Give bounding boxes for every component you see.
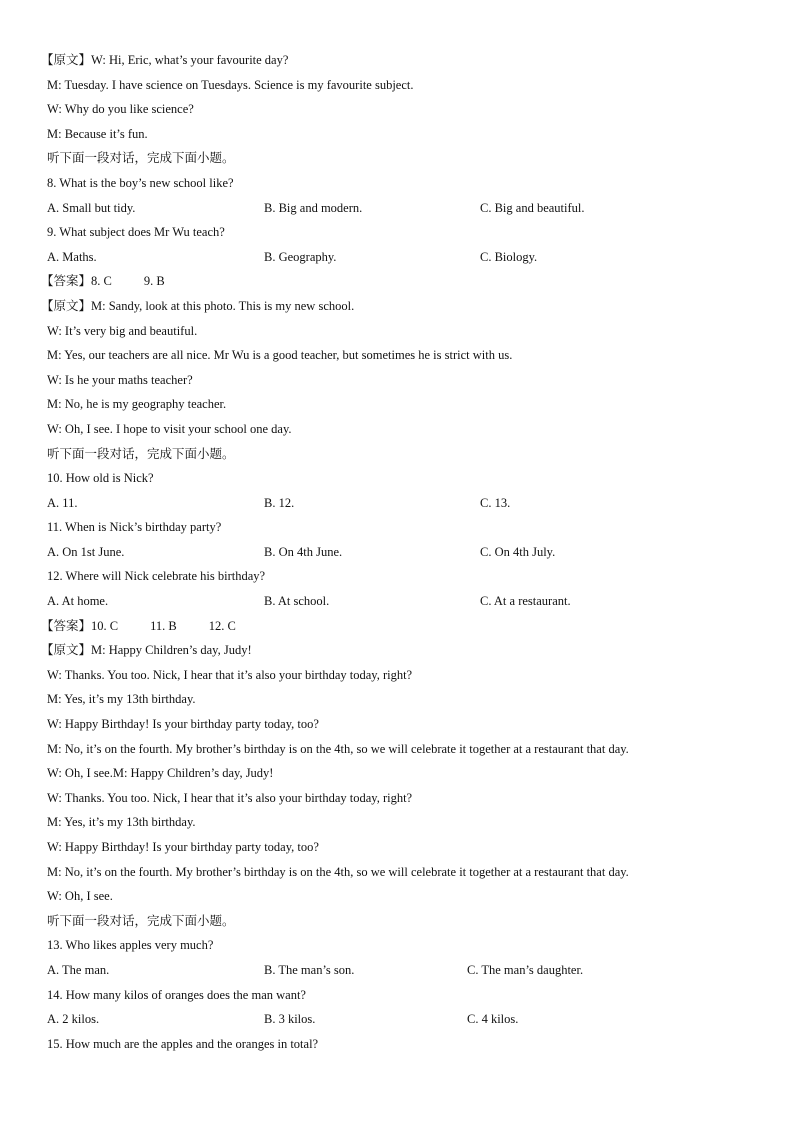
- options-row: [47, 589, 747, 614]
- option-b: B. 3 kilos.: [264, 1012, 316, 1027]
- transcript-line: M: Yes, it’s my 13th birthday.: [47, 815, 196, 830]
- question-10: 10. How old is Nick?: [47, 471, 154, 486]
- option-a: A. Small but tidy.: [47, 200, 136, 215]
- options-row: [47, 196, 747, 221]
- option-a: A. At home.: [47, 594, 109, 609]
- option-c: C. 13.: [480, 495, 511, 510]
- transcript-tag: 【原文】: [41, 642, 92, 658]
- transcript-line: M: Tuesday. I have science on Tuesdays. Science is my favourite subject.: [47, 77, 414, 92]
- transcript-line: W: Oh, I see. I hope to visit your school one day.: [47, 421, 292, 436]
- option-c: C. Biology.: [480, 249, 538, 264]
- option-a: A. On 1st June.: [47, 544, 125, 559]
- transcript-line: W: It’s very big and beautiful.: [47, 323, 198, 338]
- answer-line: 【答案】8. C 9. B: [41, 273, 165, 289]
- option-a: A. Maths.: [47, 249, 97, 264]
- option-b: B. Big and modern.: [264, 200, 363, 215]
- transcript-line: M: No, he is my geography teacher.: [47, 397, 227, 412]
- options-row: [47, 245, 747, 270]
- answer-tag: 【答案】: [41, 617, 92, 633]
- options-row: [47, 540, 747, 565]
- option-c: C. Big and beautiful.: [480, 200, 585, 215]
- transcript-line: M: Because it’s fun.: [47, 126, 148, 141]
- transcript-line: M: Yes, our teachers are all nice. Mr Wu is a good teacher, but sometimes he is strict with us.: [47, 348, 513, 363]
- option-b: B. At school.: [264, 594, 330, 609]
- transcript-line: 【原文】M: Sandy, look at this photo. This is my new school.: [41, 297, 355, 313]
- section-instruction: 听下面一段对话，完成下面小题。: [47, 445, 235, 461]
- option-b: B. On 4th June.: [264, 544, 343, 559]
- option-c: C. The man’s daughter.: [467, 962, 584, 977]
- options-row: [47, 1007, 747, 1032]
- answer-tag: 【答案】: [41, 273, 92, 289]
- question-11: 11. When is Nick’s birthday party?: [47, 520, 222, 535]
- transcript-line: W: Oh, I see.: [47, 889, 113, 904]
- option-b: B. Geography.: [264, 249, 337, 264]
- option-b: B. The man’s son.: [264, 962, 355, 977]
- option-c: C. On 4th July.: [480, 544, 556, 559]
- document-page: [41, 48, 747, 1056]
- transcript-tag: 【原文】: [41, 52, 92, 67]
- transcript-line: W: Thanks. You too. Nick, I hear that it’s also your birthday today, right?: [47, 667, 413, 682]
- options-row: [47, 958, 747, 983]
- transcript-line: 【原文】W: Hi, Eric, what’s your favourite day?: [41, 52, 289, 67]
- options-row: [47, 491, 747, 516]
- transcript-line: W: Is he your maths teacher?: [47, 372, 193, 387]
- question-15: 15. How much are the apples and the oranges in total?: [47, 1036, 319, 1051]
- question-13: 13. Who likes apples very much?: [47, 938, 214, 953]
- transcript-line: M: No, it’s on the fourth. My brother’s birthday is on the 4th, so we will celebrate it together at a restaurant that day.: [47, 864, 629, 879]
- question-9: 9. What subject does Mr Wu teach?: [47, 225, 225, 240]
- option-a: A. The man.: [47, 962, 110, 977]
- transcript-tag: 【原文】: [41, 297, 92, 313]
- question-8: 8. What is the boy’s new school like?: [47, 175, 234, 190]
- transcript-line: W: Thanks. You too. Nick, I hear that it’s also your birthday today, right?: [47, 790, 413, 805]
- transcript-line: W: Happy Birthday! Is your birthday party today, too?: [47, 717, 319, 732]
- transcript-line: W: Oh, I see.M: Happy Children’s day, Judy!: [47, 766, 274, 781]
- section-instruction: 听下面一段对话，完成下面小题。: [47, 150, 235, 166]
- transcript-line: M: No, it’s on the fourth. My brother’s birthday is on the 4th, so we will celebrate it together at a restaurant that day.: [47, 741, 629, 756]
- transcript-line: 【原文】M: Happy Children’s day, Judy!: [41, 642, 252, 658]
- question-14: 14. How many kilos of oranges does the man want?: [47, 987, 306, 1002]
- option-a: A. 11.: [47, 495, 78, 510]
- transcript-line: W: Why do you like science?: [47, 102, 194, 117]
- option-b: B. 12.: [264, 495, 295, 510]
- answer-line: 【答案】10. C 11. B 12. C: [41, 617, 236, 633]
- transcript-line: M: Yes, it’s my 13th birthday.: [47, 692, 196, 707]
- transcript-line: W: Happy Birthday! Is your birthday party today, too?: [47, 840, 319, 854]
- question-12: 12. Where will Nick celebrate his birthday?: [47, 569, 266, 584]
- option-c: C. 4 kilos.: [467, 1012, 519, 1027]
- option-a: A. 2 kilos.: [47, 1012, 100, 1027]
- section-instruction: 听下面一段对话，完成下面小题。: [47, 912, 235, 928]
- option-c: C. At a restaurant.: [480, 594, 571, 609]
